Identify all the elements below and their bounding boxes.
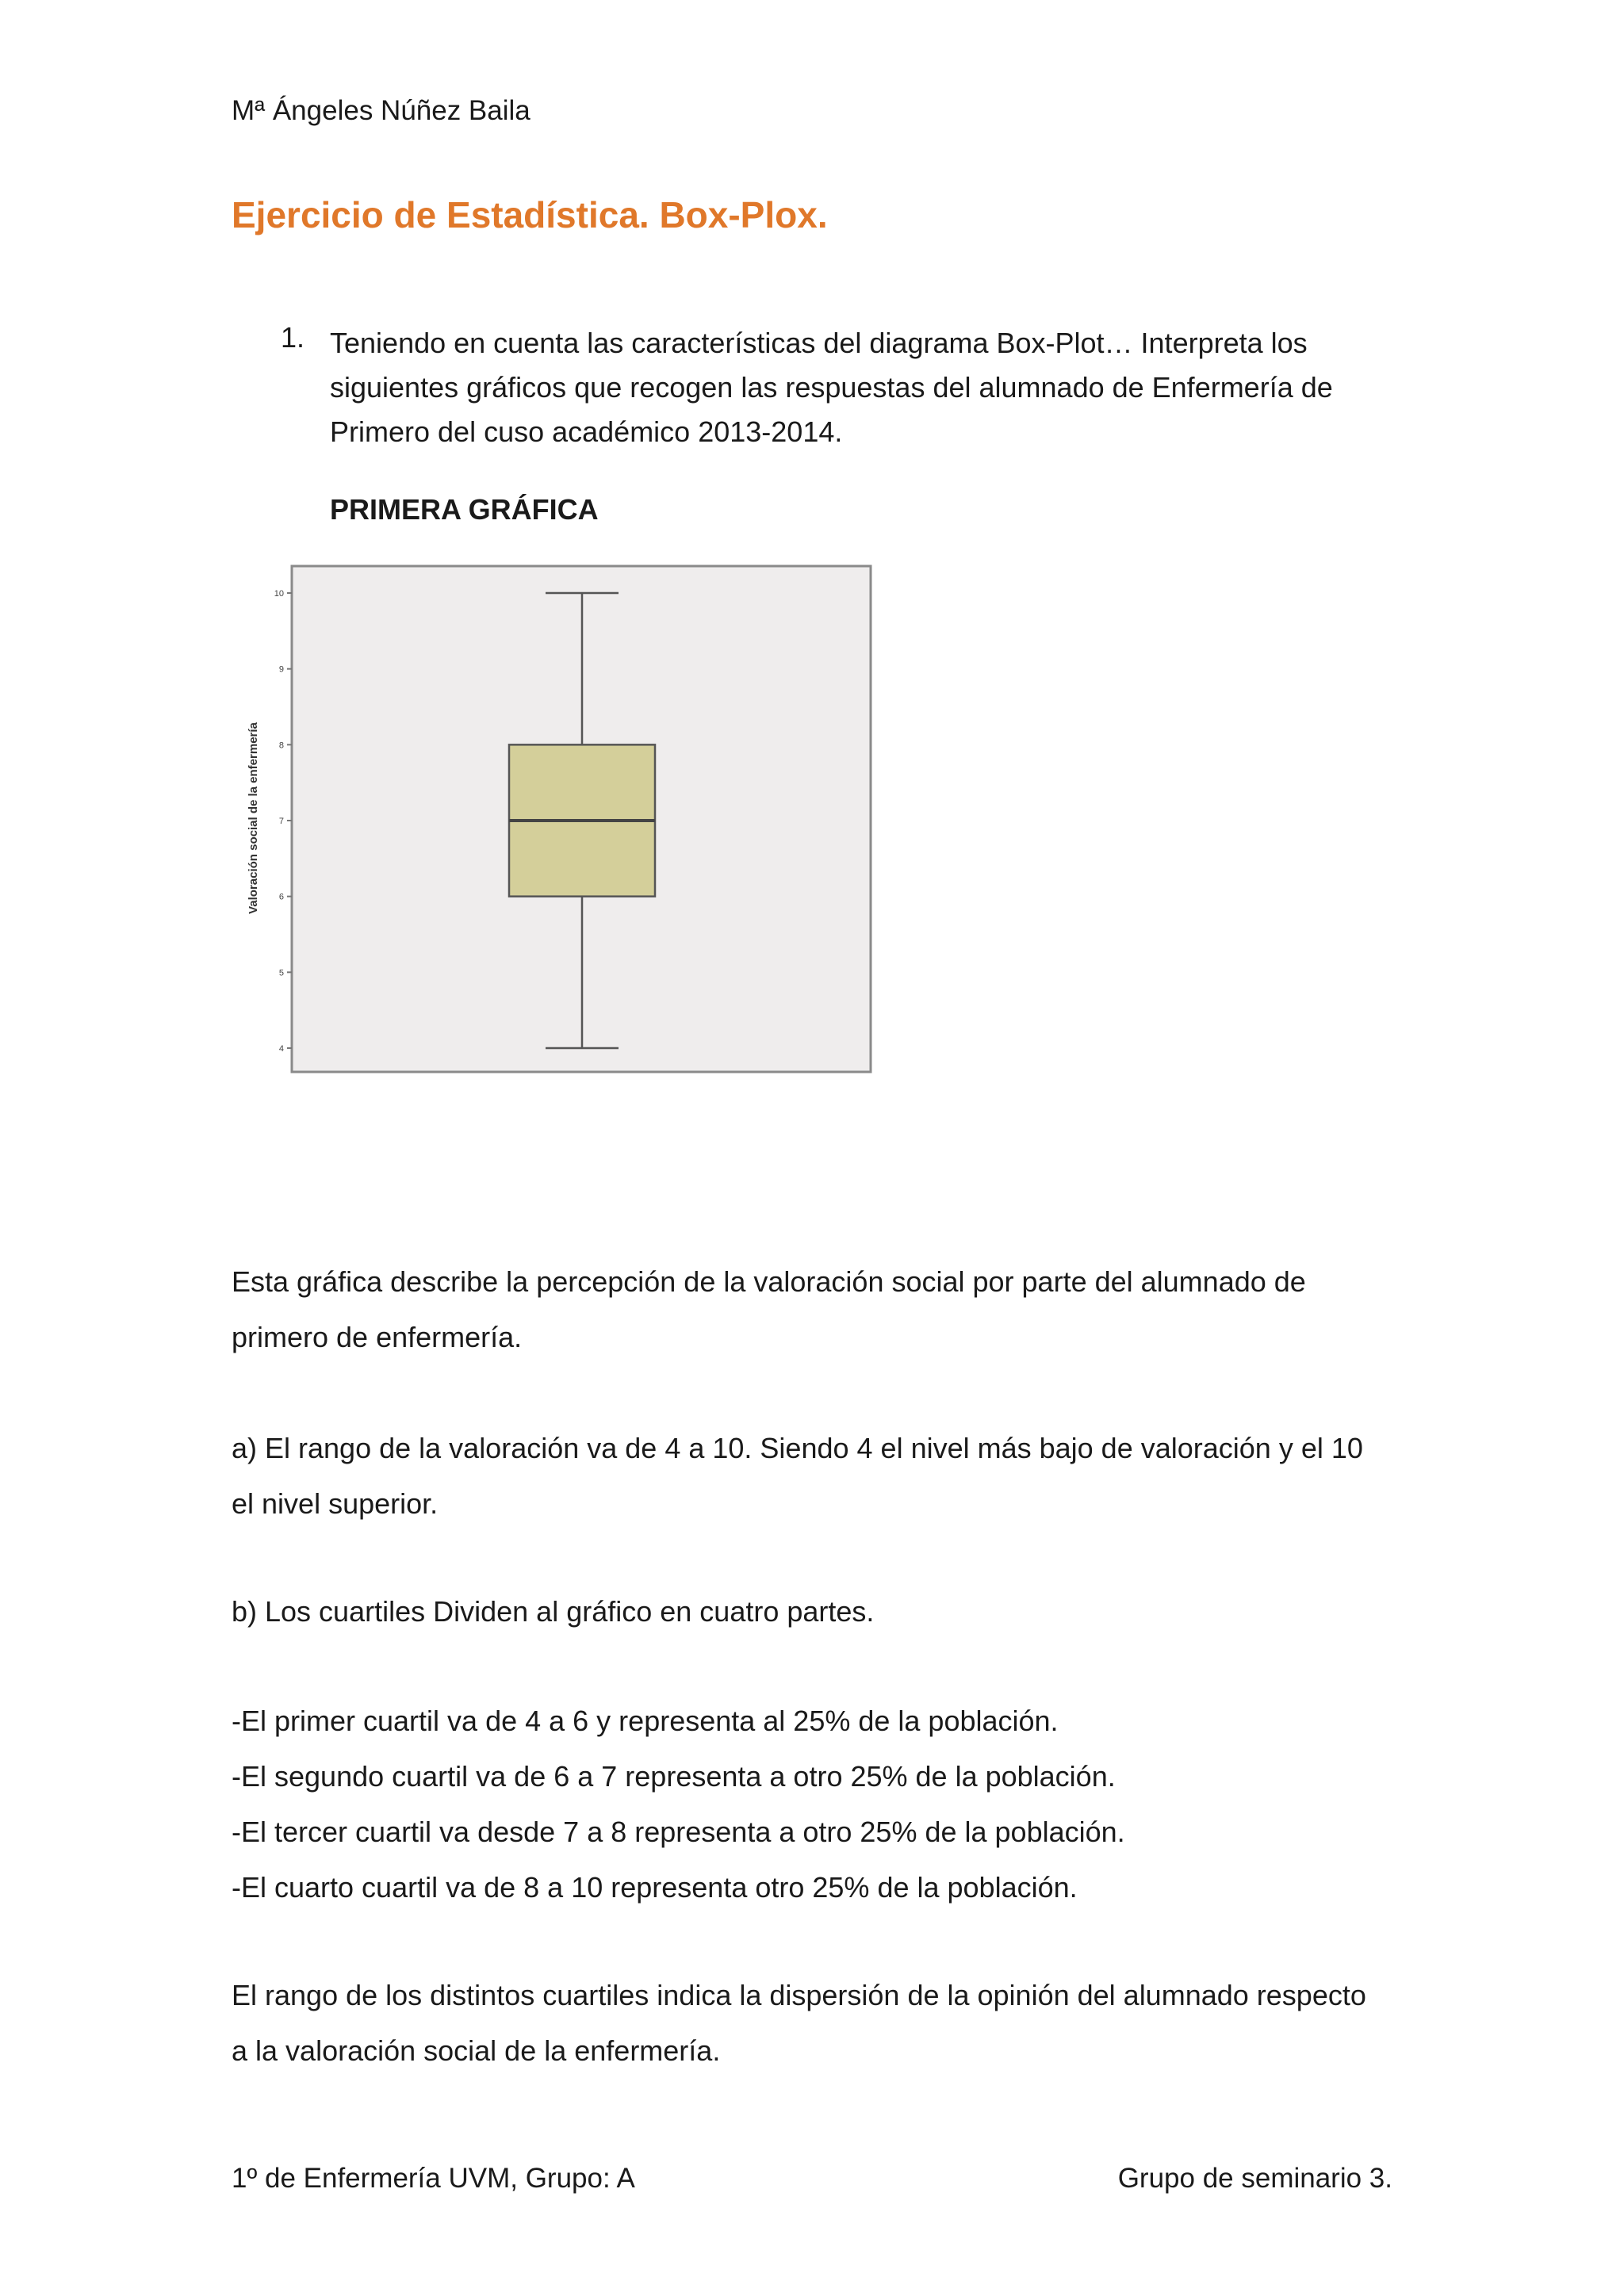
chart-subtitle: PRIMERA GRÁFICA <box>330 493 599 526</box>
author-header: Mª Ángeles Núñez Baila <box>232 95 530 126</box>
quartile-line-4: -El cuarto cuartil va de 8 a 10 representa otro 25% de la población. <box>232 1871 1078 1904</box>
page-title: Ejercicio de Estadística. Box-Plox. <box>232 194 828 235</box>
quartile-line-1: -El primer cuartil va de 4 a 6 y representa al 25% de la población. <box>232 1705 1059 1737</box>
footer-seminar: Grupo de seminario 3. <box>1117 2163 1392 2194</box>
question-text: Teniendo en cuenta las características del diagrama Box-Plot… Interpreta los siguientes gráficos que recogen las respuestas del alumnado de Enfermería de Primero del cuso académico 2013-2014. <box>330 327 1333 448</box>
conclusion-paragraph: El rango de los distintos cuartiles indica la dispersión de la opinión del alumnado respecto a la valoración social de la enfermería. <box>232 1979 1366 2067</box>
quartile-line-2: -El segundo cuartil va de 6 a 7 representa a otro 25% de la población. <box>232 1760 1116 1793</box>
boxplot-chart <box>247 566 875 1077</box>
y-tick-label: 6 <box>278 892 284 902</box>
intro-paragraph: Esta gráfica describe la percepción de la valoración social por parte del alumnado de primero de enfermería. <box>232 1265 1306 1353</box>
y-axis-label: Valoración social de la enfermería <box>247 722 260 914</box>
y-tick-label: 7 <box>278 817 284 826</box>
y-tick-label: 10 <box>274 589 284 599</box>
footer-group: 1º de Enfermería UVM, Grupo: A <box>232 2163 635 2194</box>
y-tick-label: 5 <box>278 968 284 978</box>
quartile-line-3: -El tercer cuartil va desde 7 a 8 representa a otro 25% de la población. <box>232 1816 1125 1848</box>
question-number: 1. <box>281 321 305 354</box>
y-tick-label: 8 <box>278 740 284 751</box>
point-a-paragraph: a) El rango de la valoración va de 4 a 10. Siendo 4 el nivel más bajo de valoración y el 10 el nivel superior. <box>232 1432 1363 1520</box>
point-b-paragraph: b) Los cuartiles Dividen al gráfico en cuatro partes. <box>232 1595 875 1628</box>
y-tick-label: 9 <box>278 664 284 675</box>
y-tick-label: 4 <box>278 1044 284 1054</box>
